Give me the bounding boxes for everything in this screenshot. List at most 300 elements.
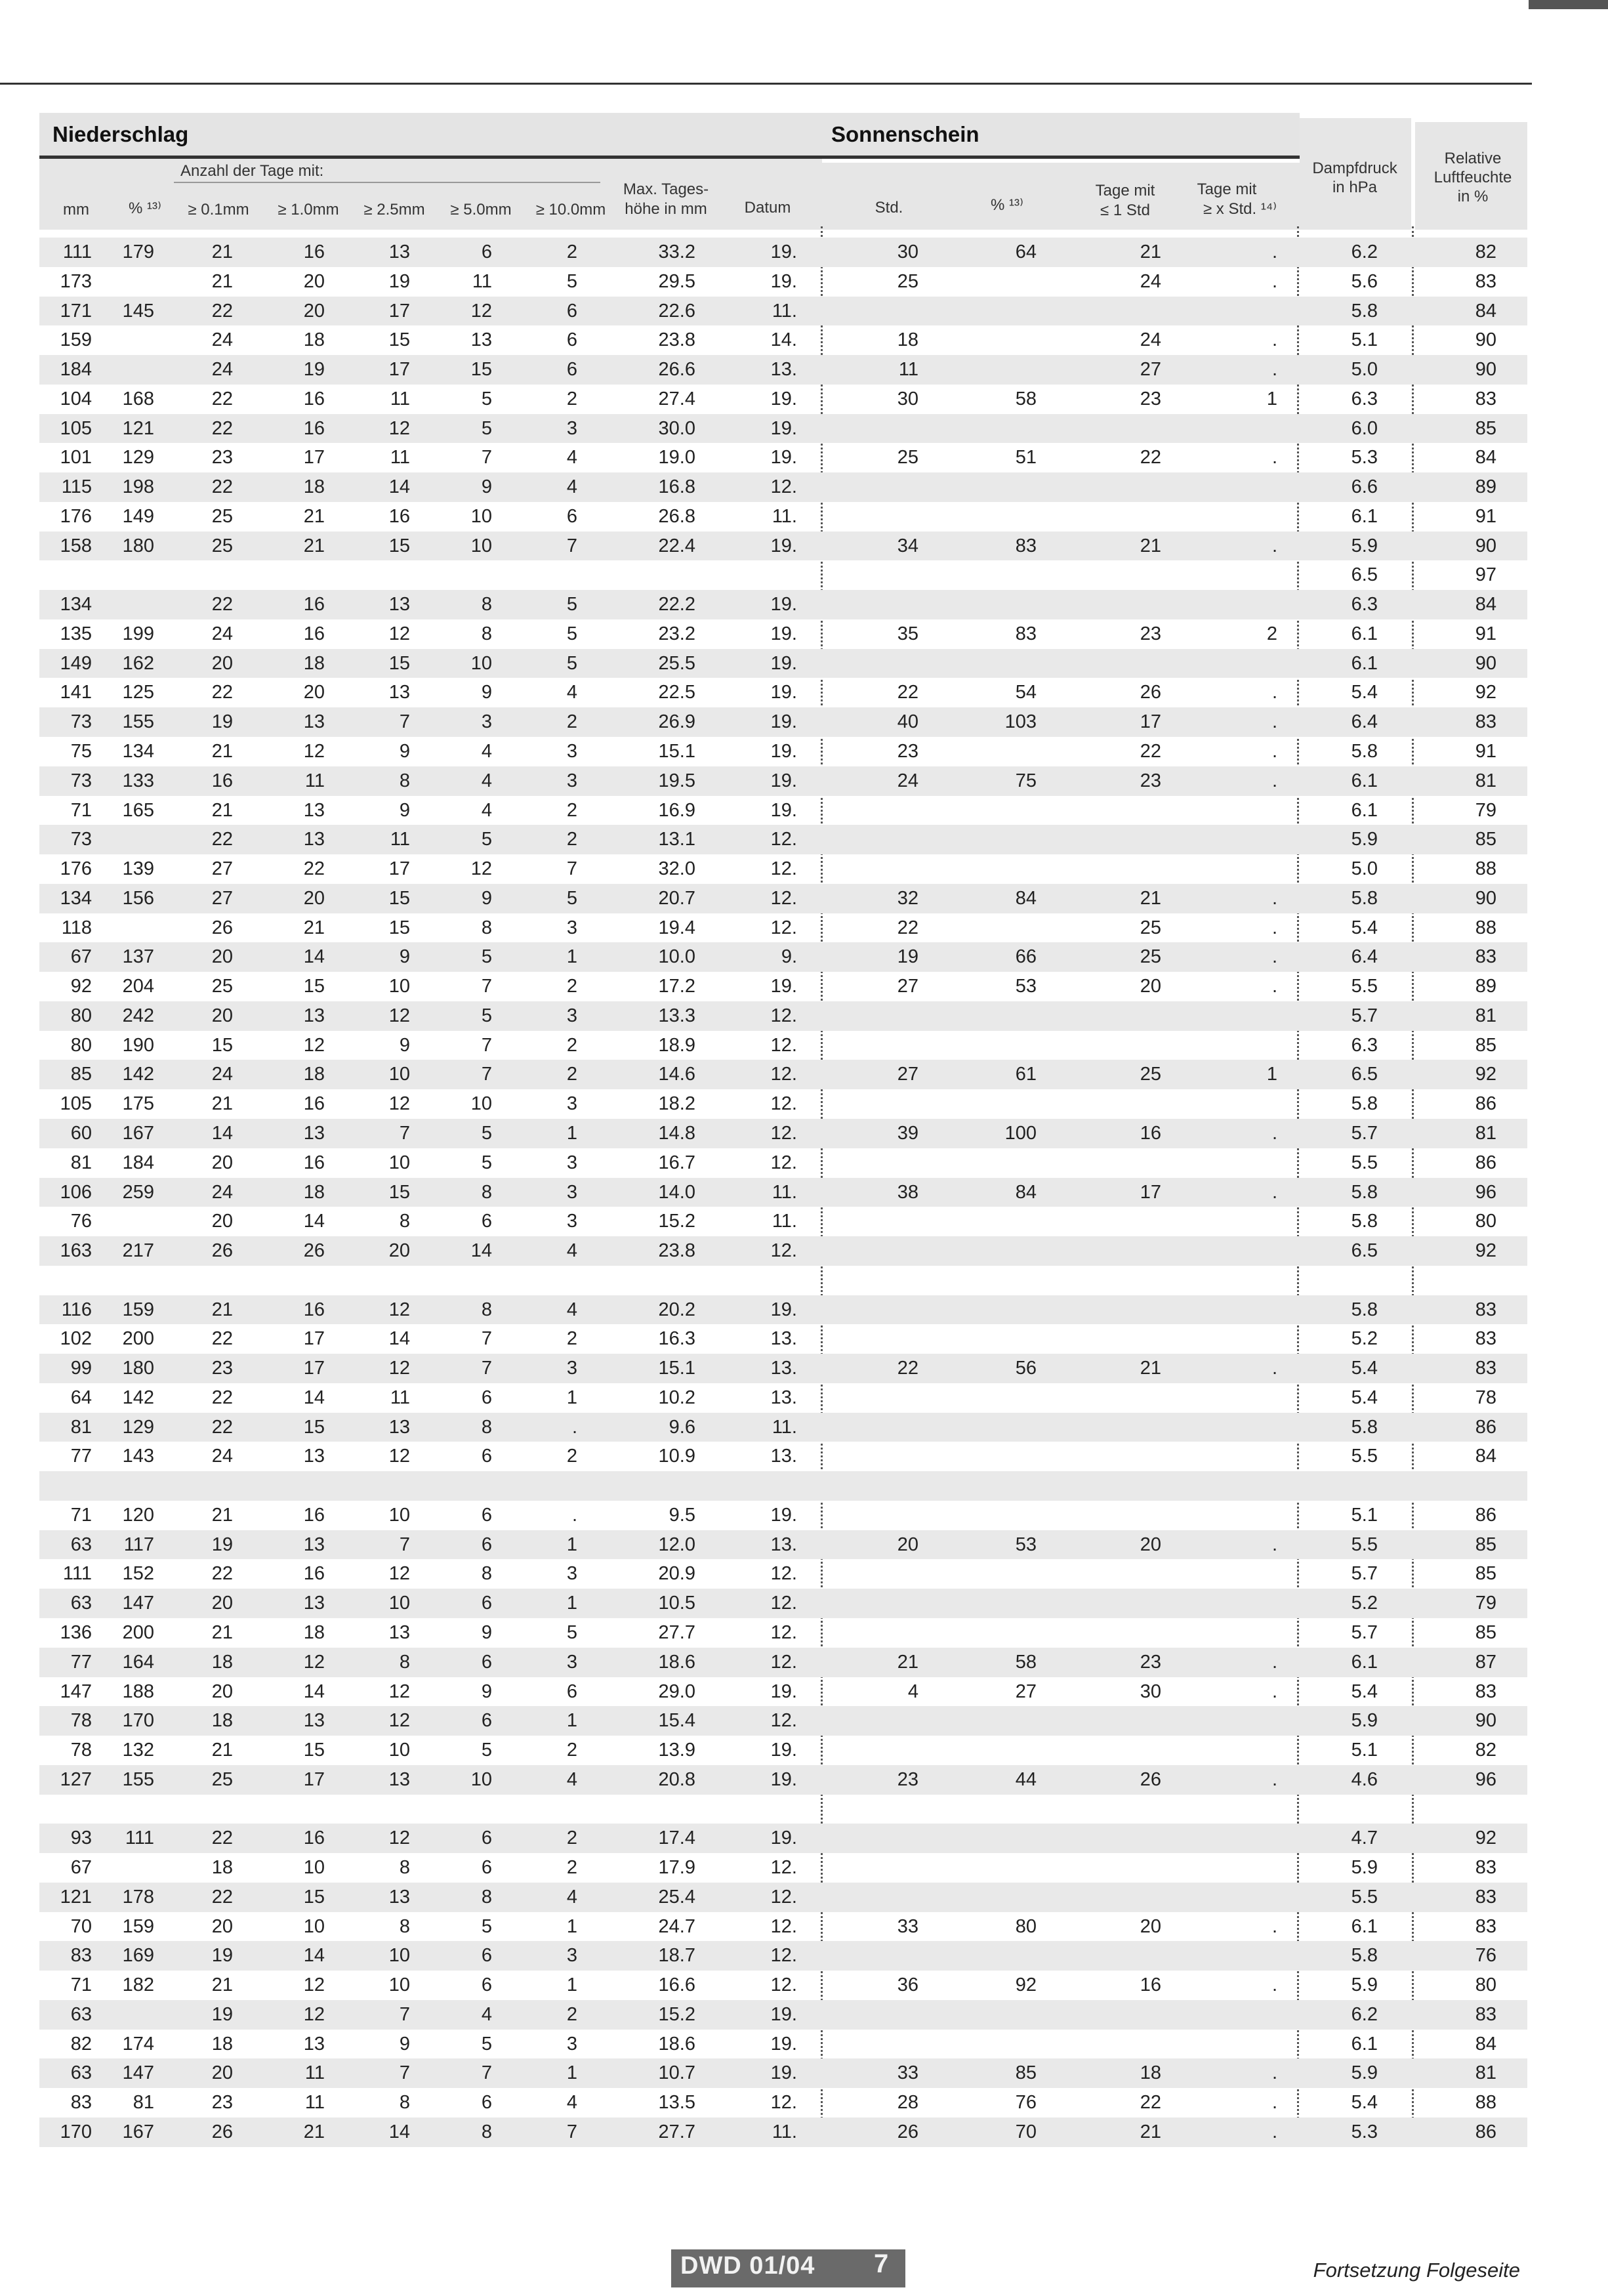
cell-pct: 134 [122, 741, 154, 762]
cell-pct: 121 [122, 417, 154, 439]
cell-max: 14.8 [658, 1122, 695, 1144]
cell-mm: 63 [70, 2062, 92, 2084]
cell-mm: 127 [60, 1768, 92, 1790]
cell-tage1: 20 [1140, 976, 1161, 997]
cell-tage1 [1089, 1501, 1161, 1530]
cell-mm: 121 [60, 1886, 92, 1908]
cell-t100: 6 [566, 505, 577, 527]
cell-spct [964, 1941, 1037, 1971]
cell-t25: 11 [390, 388, 410, 409]
cell-t10: 18 [303, 652, 325, 674]
cell-tagex [1218, 1089, 1277, 1119]
cell-t25: 8 [399, 1915, 410, 1937]
cell-dampf: 5.8 [1351, 887, 1378, 909]
cell-tage1: 17 [1140, 711, 1161, 733]
cell-mm: 82 [70, 2033, 92, 2055]
cell-tagex [1218, 825, 1277, 854]
table-row [39, 1413, 1527, 1442]
cell-std [866, 2000, 918, 2030]
cell-max: 19.0 [658, 447, 695, 469]
cell-tagex: . [1271, 1974, 1277, 1996]
cell-mm: 73 [70, 829, 92, 850]
cell-tagex [1218, 1883, 1277, 1912]
cell-t50: 10 [470, 535, 492, 556]
cell-pct [102, 1795, 154, 1824]
cell-t25: 12 [388, 1358, 410, 1379]
table-row [39, 590, 1527, 619]
cell-t25: 16 [388, 505, 410, 527]
cell-datum: 12. [770, 1593, 797, 1614]
cell-max: 16.9 [658, 799, 695, 821]
cell-max: 15.1 [658, 741, 695, 762]
table-row [39, 1383, 1527, 1413]
cell-spct [964, 825, 1037, 854]
cell-mm [39, 1266, 92, 1295]
cell-t25: 12 [388, 1710, 410, 1732]
cell-spct: 53 [1015, 1534, 1037, 1555]
cell-t25: 14 [388, 2121, 410, 2142]
cell-t100: 1 [566, 1122, 577, 1144]
anzahl-label: Anzahl der Tage mit: [180, 162, 324, 180]
cell-datum: 19. [770, 741, 797, 762]
cell-t50: 4 [481, 2003, 492, 2025]
cell-t25: 13 [388, 1416, 410, 1438]
cell-spct [964, 649, 1037, 678]
cell-t100: 6 [566, 300, 577, 322]
cell-rel: 92 [1475, 1240, 1496, 1262]
cell-pct [102, 267, 154, 297]
cell-max: 25.5 [658, 652, 695, 674]
cell-t100: 3 [566, 1005, 577, 1026]
cell-t10: 21 [303, 2121, 325, 2142]
cell-datum: 19. [770, 2003, 797, 2025]
cell-t50: 5 [481, 417, 492, 439]
cell-t100: 5 [566, 887, 577, 909]
cell-spct: 51 [1015, 447, 1037, 469]
cell-t01: 21 [211, 1621, 233, 1643]
cell-pct: 200 [122, 1328, 154, 1350]
cell-tagex [1218, 1853, 1277, 1883]
cell-spct [964, 560, 1037, 590]
cell-t01: 21 [211, 1974, 233, 1996]
cell-datum: 19. [770, 535, 797, 556]
cell-t100: 2 [566, 1034, 577, 1056]
cell-spct [964, 1795, 1037, 1824]
cell-t01: 22 [211, 829, 233, 850]
cell-t100: 1 [566, 1593, 577, 1614]
cell-t100: . [571, 1416, 577, 1438]
cell-dampf: 5.5 [1351, 976, 1378, 997]
col-max-2: höhe in mm [625, 200, 707, 218]
cell-max: 12.0 [658, 1534, 695, 1555]
cell-tagex: . [1271, 770, 1277, 791]
cell-datum: 19. [770, 1827, 797, 1849]
cell-pct: 184 [122, 1152, 154, 1173]
cell-rel: 89 [1475, 976, 1496, 997]
cell-dampf: 6.1 [1351, 2033, 1378, 2055]
cell-tage1 [1089, 1706, 1161, 1736]
cell-mm: 159 [60, 329, 92, 351]
cell-mm: 83 [70, 2092, 92, 2114]
cell-t25: 15 [388, 917, 410, 938]
cell-t100: 3 [566, 770, 577, 791]
cell-pct: 162 [122, 652, 154, 674]
cell-tage1: 25 [1140, 917, 1161, 938]
cell-rel: 85 [1475, 1034, 1496, 1056]
table-row [39, 1941, 1527, 1971]
sonnenschein-title: Sonnenschein [831, 122, 979, 146]
cell-std [866, 1795, 918, 1824]
cell-t100: 4 [566, 476, 577, 498]
cell-dampf: 5.8 [1351, 1181, 1378, 1203]
cell-max: 10.9 [658, 1446, 695, 1467]
cell-datum [728, 560, 797, 590]
cell-dampf: 6.1 [1351, 799, 1378, 821]
table-row [39, 238, 1527, 267]
cell-t50: 5 [481, 388, 492, 409]
cell-tage1 [1089, 472, 1161, 502]
cell-std: 39 [897, 1122, 918, 1144]
cell-t50: 9 [481, 476, 492, 498]
cell-rel: 90 [1475, 329, 1496, 351]
cell-t10: 12 [303, 741, 325, 762]
cell-tagex [1218, 297, 1277, 326]
cell-max: 29.5 [658, 270, 695, 292]
cell-dampf: 5.1 [1351, 1740, 1378, 1761]
cell-spct [964, 1824, 1037, 1853]
cell-datum: 12. [770, 1240, 797, 1262]
cell-tage1 [1089, 297, 1161, 326]
cell-dampf: 5.4 [1351, 2092, 1378, 2114]
cell-max: 20.8 [658, 1768, 695, 1790]
cell-mm: 118 [61, 917, 92, 938]
cell-std [866, 649, 918, 678]
cell-pct: 117 [123, 1534, 154, 1555]
cell-t25: 7 [399, 1122, 410, 1144]
cell-t10: 13 [303, 799, 325, 821]
cell-tagex [1218, 2000, 1277, 2030]
cell-t10 [279, 1471, 325, 1501]
cell-t25: 10 [388, 1064, 410, 1085]
cell-dampf: 5.1 [1351, 1504, 1378, 1526]
cell-datum: 12. [770, 1945, 797, 1967]
cell-tagex [1218, 1618, 1277, 1648]
table-row [39, 2118, 1527, 2147]
cell-t10: 14 [303, 1945, 325, 1967]
cell-max: 18.6 [658, 2033, 695, 2055]
cell-tage1 [1089, 1883, 1161, 1912]
cell-t100: 3 [566, 1358, 577, 1379]
col-max-1: Max. Tages- [623, 180, 709, 198]
cell-t50: 8 [481, 1416, 492, 1438]
cell-datum: 11. [772, 1181, 797, 1203]
cell-datum: 19. [770, 447, 797, 469]
cell-std [866, 590, 918, 619]
cell-tagex [1218, 1148, 1277, 1178]
cell-dampf: 6.5 [1351, 1064, 1378, 1085]
cell-std: 33 [897, 2062, 918, 2084]
cell-tage1 [1089, 796, 1161, 825]
cell-max: 13.1 [658, 829, 695, 850]
cell-dampf: 5.5 [1351, 1446, 1378, 1467]
cell-rel: 88 [1475, 917, 1496, 938]
cell-rel: 86 [1475, 1093, 1496, 1115]
cell-t10: 17 [303, 1768, 325, 1790]
cell-t01: 24 [211, 1181, 233, 1203]
cell-datum: 12. [770, 1005, 797, 1026]
cell-t25: 10 [388, 976, 410, 997]
cell-t50: 4 [481, 799, 492, 821]
cell-max: 15.1 [658, 1358, 695, 1379]
table-row [39, 1530, 1527, 1560]
cell-t50: 6 [481, 1446, 492, 1467]
cell-rel: 83 [1475, 1915, 1496, 1937]
table-row [39, 2030, 1527, 2059]
cell-t100: 3 [566, 1093, 577, 1115]
cell-datum: 12. [770, 2092, 797, 2114]
cell-t10: 20 [303, 300, 325, 322]
cell-t25: 12 [388, 1093, 410, 1115]
cell-t50: 4 [481, 741, 492, 762]
cell-t01: 19 [211, 1945, 233, 1967]
cell-tagex: 1 [1266, 1064, 1277, 1085]
cell-mm: 77 [70, 1446, 92, 1467]
cell-spct: 103 [1004, 711, 1037, 733]
col-datum: Datum [744, 199, 791, 217]
cell-rel: 91 [1475, 741, 1496, 762]
cell-dampf: 6.1 [1351, 1651, 1378, 1673]
cell-t50: 6 [481, 1974, 492, 1996]
cell-pct [102, 913, 154, 943]
cell-std: 33 [897, 1915, 918, 1937]
cell-mm: 163 [60, 1240, 92, 1262]
cell-t01: 15 [211, 1034, 233, 1056]
cell-dampf: 6.3 [1351, 1034, 1378, 1056]
cell-dampf: 5.9 [1351, 535, 1378, 556]
footer-badge-label: DWD 01/04 [680, 2252, 815, 2280]
cell-t10: 14 [303, 1211, 325, 1232]
cell-dampf: 5.8 [1351, 1299, 1378, 1320]
cell-spct [964, 297, 1037, 326]
cell-t25: 11 [390, 829, 410, 850]
cell-std: 23 [897, 1768, 918, 1790]
cell-t01: 23 [211, 1358, 233, 1379]
cell-max: 10.5 [658, 1593, 695, 1614]
cell-tagex: . [1271, 1534, 1277, 1555]
cell-t100: 3 [566, 917, 577, 938]
cell-mm: 101 [60, 447, 92, 469]
cell-std: 40 [897, 711, 918, 733]
corner-mark [1529, 0, 1608, 9]
cell-t50 [446, 1471, 492, 1501]
cell-pct: 147 [122, 1593, 154, 1614]
table-row [39, 1559, 1527, 1589]
cell-max: 16.7 [658, 1152, 695, 1173]
cell-rel: 86 [1475, 1504, 1496, 1526]
cell-rel: 82 [1475, 241, 1496, 262]
cell-t10: 11 [304, 2062, 325, 2084]
cell-t25: 17 [388, 300, 410, 322]
cell-mm: 136 [60, 1621, 92, 1643]
cell-tage1 [1089, 1207, 1161, 1236]
table-row [39, 355, 1527, 385]
cell-t50: 10 [470, 652, 492, 674]
cell-dampf: 6.3 [1351, 594, 1378, 616]
page-number: 7 [874, 2249, 889, 2278]
cell-max: 17.4 [658, 1827, 695, 1849]
cell-t50: 6 [481, 1387, 492, 1408]
cell-spct [964, 1295, 1037, 1325]
cell-max: 19.5 [658, 770, 695, 791]
cell-mm: 73 [70, 770, 92, 791]
cell-t50: 6 [481, 1651, 492, 1673]
cell-dampf: 5.8 [1351, 1416, 1378, 1438]
cell-pct: 137 [122, 946, 154, 968]
cell-dampf: 6.1 [1351, 1915, 1378, 1937]
cell-datum: 19. [770, 1504, 797, 1526]
cell-t100: 7 [566, 2121, 577, 2142]
cell-t01: 19 [211, 2003, 233, 2025]
cell-tagex: . [1271, 917, 1277, 938]
table-row [39, 1031, 1527, 1060]
cell-t10: 10 [303, 1915, 325, 1937]
cell-t10: 13 [303, 1005, 325, 1026]
table-row [39, 678, 1527, 707]
cell-datum: 19. [770, 976, 797, 997]
cell-t100: 4 [566, 682, 577, 703]
table-row [39, 1765, 1527, 1795]
cell-t01 [187, 1795, 233, 1824]
cell-t10: 20 [303, 270, 325, 292]
cell-t25: 12 [388, 1563, 410, 1585]
cell-pct [102, 1853, 154, 1883]
cell-t100: 3 [566, 1563, 577, 1585]
cell-t100: 4 [566, 1768, 577, 1790]
cell-dampf [1325, 1266, 1378, 1295]
cell-mm: 64 [70, 1387, 92, 1408]
cell-tagex: . [1271, 711, 1277, 733]
cell-t01: 22 [211, 300, 233, 322]
cell-dampf: 5.0 [1351, 858, 1378, 880]
cell-std [866, 1295, 918, 1325]
table-row [39, 443, 1527, 472]
cell-t25 [364, 1471, 410, 1501]
col-t25: ≥ 2.5mm [363, 201, 425, 219]
cell-std [866, 1207, 918, 1236]
cell-t01: 20 [211, 1005, 233, 1026]
cell-t25: 8 [399, 1651, 410, 1673]
cell-std [866, 1706, 918, 1736]
cell-t01: 24 [211, 623, 233, 644]
cell-t01: 27 [211, 858, 233, 880]
cell-t100: 2 [566, 1446, 577, 1467]
cell-tage1 [1089, 1413, 1161, 1442]
cell-t10: 13 [303, 1446, 325, 1467]
cell-dampf: 5.9 [1351, 2062, 1378, 2084]
cell-t100: 3 [566, 1211, 577, 1232]
cell-spct [964, 1883, 1037, 1912]
cell-t50: 6 [481, 1827, 492, 1849]
cell-mm: 141 [60, 682, 92, 703]
cell-tagex: . [1271, 2121, 1277, 2142]
cell-dampf: 5.4 [1351, 917, 1378, 938]
cell-pct: 167 [122, 2121, 154, 2142]
cell-std: 25 [897, 447, 918, 469]
table-row [39, 854, 1527, 884]
cell-std [866, 502, 918, 532]
cell-t25: 15 [388, 535, 410, 556]
cell-std [866, 1031, 918, 1060]
cell-tage1: 24 [1140, 270, 1161, 292]
cell-t01: 25 [211, 535, 233, 556]
cell-mm: 73 [70, 711, 92, 733]
cell-t25: 12 [388, 1680, 410, 1702]
cell-pct [102, 560, 154, 590]
cell-rel: 84 [1475, 1446, 1496, 1467]
cell-max: 23.8 [658, 1240, 695, 1262]
cell-dampf: 5.2 [1351, 1328, 1378, 1350]
cell-tage1: 30 [1140, 1680, 1161, 1702]
table-row [39, 414, 1527, 444]
cell-t100: 3 [566, 1651, 577, 1673]
table-row [39, 2088, 1527, 2118]
cell-dampf: 5.5 [1351, 1534, 1378, 1555]
cell-std: 22 [897, 1358, 918, 1379]
cell-rel: 85 [1475, 1563, 1496, 1585]
table-row [39, 884, 1527, 913]
cell-mm: 134 [60, 887, 92, 909]
cell-t01: 22 [211, 594, 233, 616]
cell-t100: 5 [566, 652, 577, 674]
cell-mm: 92 [70, 976, 92, 997]
cell-dampf: 5.4 [1351, 1358, 1378, 1379]
cell-std: 27 [897, 1064, 918, 1085]
cell-tagex [1218, 1736, 1277, 1765]
cell-t50: 3 [481, 711, 492, 733]
cell-tagex [1218, 1383, 1277, 1413]
cell-t01: 20 [211, 1211, 233, 1232]
cell-spct: 75 [1015, 770, 1037, 791]
cell-std: 25 [897, 270, 918, 292]
cell-t01: 22 [211, 476, 233, 498]
cell-max: 22.5 [658, 682, 695, 703]
cell-spct [964, 325, 1037, 355]
cell-mm: 149 [60, 652, 92, 674]
cell-t01: 20 [211, 1152, 233, 1173]
cell-pct [102, 1266, 154, 1295]
cell-datum: 13. [770, 359, 797, 381]
cell-t01: 20 [211, 1680, 233, 1702]
cell-tagex [1218, 472, 1277, 502]
cell-dampf: 5.8 [1351, 300, 1378, 322]
cell-datum: 12. [770, 1915, 797, 1937]
cell-spct: 70 [1015, 2121, 1037, 2142]
cell-t25: 17 [388, 359, 410, 381]
cell-spct [964, 2030, 1037, 2059]
cell-datum: 12. [770, 1886, 797, 1908]
cell-t100: 3 [566, 741, 577, 762]
cell-t01: 26 [211, 1240, 233, 1262]
cell-t10: 14 [303, 1387, 325, 1408]
cell-t10: 16 [303, 241, 325, 262]
cell-max: 16.3 [658, 1328, 695, 1350]
cell-pct: 167 [122, 1122, 154, 1144]
cell-t10: 19 [303, 359, 325, 381]
cell-t100: 1 [566, 2062, 577, 2084]
cell-rel: 85 [1475, 829, 1496, 850]
cell-datum: 19. [770, 270, 797, 292]
table-row [39, 1971, 1527, 2000]
